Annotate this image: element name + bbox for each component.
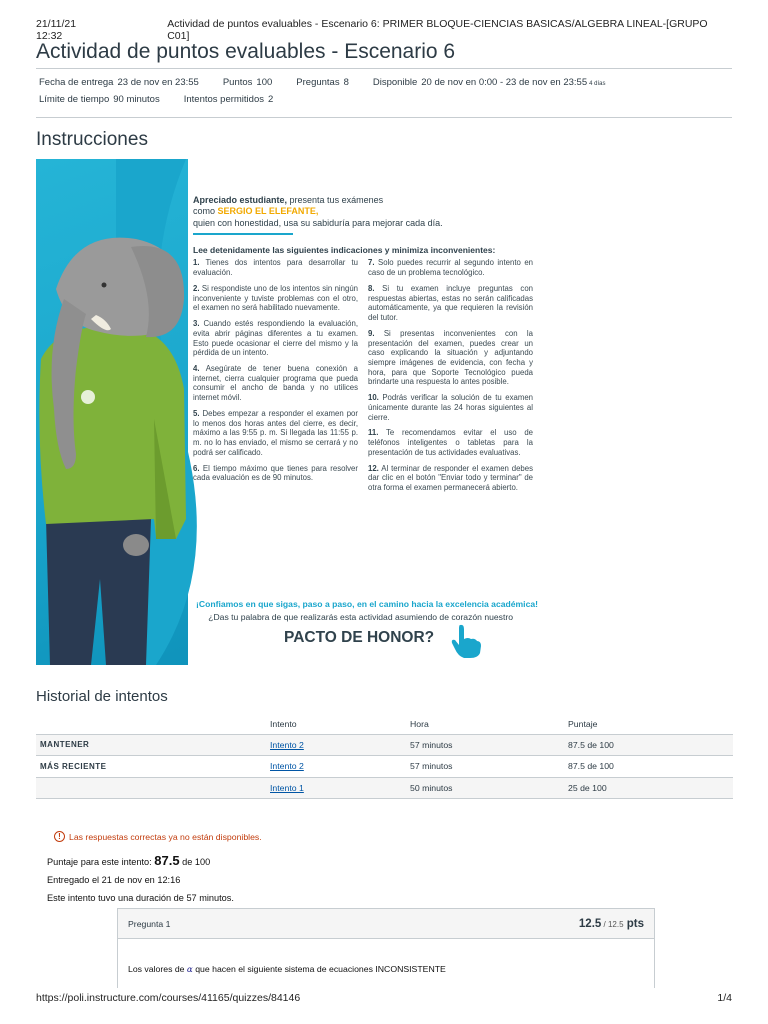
time-limit: Límite de tiempo 90 minutos [39,94,160,105]
attempt-label: MANTENER [36,734,266,756]
column-header: Puntaje [564,714,733,734]
poster-subheading: Lee detenidamente las siguientes indicaciones y minimiza inconvenientes: [193,244,496,255]
attempt-score: 87.5 de 100 [564,756,733,778]
attempt-time: 50 minutos [406,777,564,799]
poster-list-item: 7. Solo puedes recurrir al segundo intento en caso de un problema tecnológico. [368,258,533,278]
poster-list-item: 8. Si tu examen incluye preguntas con respuestas abiertas, estas no serán calificadas automáticamente, ya que requieren la revisión del tutor. [368,283,533,323]
poster-list-item: 2. Si respondiste uno de los intentos sin ningún inconveniente y tuviste problemas con el otro, el examen no será habilitado nuevamente. [193,283,358,313]
poster-pacto: PACTO DE HONOR? [284,629,435,646]
instructions-heading: Instrucciones [36,129,148,150]
answers-warning [54,831,262,842]
attempt-summary [47,852,234,907]
print-url: https://poli.instructure.com/courses/41165/quizzes/84146 [36,992,301,1004]
warning-icon: ! [54,831,65,842]
poster-text [193,195,533,499]
attempt-link[interactable]: Intento 2 [270,739,304,750]
points: Puntos 100 [222,77,273,88]
attempt-label: MÁS RECIENTE [36,756,266,778]
attempt-link[interactable]: Intento 2 [270,761,304,772]
questions-count: Preguntas 8 [296,77,349,88]
table-row [36,777,733,799]
poster-list-item: 9. Si presentas inconvenientes con la presentación del examen, puedes crear un caso explicando la situación y adjuntando siempre imágenes de evidencia, con fecha y hora, para que Soporte Tecnológico pueda brindarte una respuesta lo antes posible. [368,328,533,387]
table-row [36,756,733,778]
poster-motto: ¡Confiamos en que sigas, paso a paso, en el camino hacia la excelencia académica! [196,599,538,609]
question-header [118,909,654,939]
column-header: Intento [266,714,406,734]
poster-divider [193,233,293,235]
poster-list-item: 10. Podrás verificar la solución de tu examen únicamente durante las 24 horas siguientes al cierre. [368,393,533,422]
print-header [36,18,732,42]
poster-list-item: 3. Cuando estés respondiendo la evaluación, evita abrir páginas diferentes a tu examen. Esto puede ocasionar el cierre del mismo y la pérdida de un intento. [193,319,358,358]
history-heading: Historial de intentos [36,688,168,705]
table-header-row [36,714,733,734]
attempt-score-line: Puntaje para este intento: 87.5 de 100 [47,853,211,868]
instructions-poster [36,159,542,665]
column-header: Hora [406,714,564,734]
attempts-table [36,714,733,799]
warning-text: Las respuestas correctas ya no están disponibles. [69,831,262,842]
print-page-number: 1/4 [717,992,732,1004]
duration-line: Este intento tuvo una duración de 57 minutos. [47,893,234,903]
poster-list-item: 1. Tienes dos intentos para desarrollar tu evaluación. [193,258,358,278]
question-card [117,908,655,988]
submitted-line: Entregado el 21 de nov en 12:16 [47,875,181,885]
attempt-link[interactable]: Intento 1 [270,782,304,793]
question-text: Los valores de α que hacen el siguiente sistema de ecuaciones INCONSISTENTE [128,964,446,975]
question-points: 12.5 / 12.5 pts [578,917,644,930]
attempt-score: 87.5 de 100 [564,734,733,756]
poster-list-item: 5. Debes empezar a responder el examen por lo menos dos horas antes del cierre, es decir, máximo a las 9:55 p. m. Si llegada las 11:55 p. m. no lo has enviado, el mismo se cerrará y no podrá ser calificado. [193,408,358,457]
poster-greeting: Apreciado estudiante, presenta tus exámenes como SERGIO EL ELEFANTE, quien con honestidad, usa su sabiduría para mejorar cada día. [193,195,443,228]
attempt-time: 57 minutos [406,734,564,756]
print-doc-title: Actividad de puntos evaluables - Escenario 6: PRIMER BLOQUE-CIENCIAS BASICAS/ALGEBRA LINEAL-[GRUPO C01] [167,18,708,42]
availability: Disponible 20 de nov en 0:00 - 23 de nov en 23:55 4 días [372,77,606,88]
poster-list-item: 6. El tiempo máximo que tienes para resolver cada evaluación es de 90 minutos. [193,463,358,483]
poster-list-item: 4. Asegúrate de tener buena conexión a internet, cierra cualquier programa que pueda consumir el ancho de banda y no utilices internet móvil. [193,363,358,403]
question-title: Pregunta 1 [128,918,171,929]
print-footer [36,992,732,1004]
poster-list-right [368,258,533,498]
table-row [36,734,733,756]
attempt-label [36,777,266,799]
poster-list-left [193,258,358,498]
alpha-symbol: α [186,965,193,975]
elephant-illustration [36,219,196,665]
attempt-time: 57 minutos [406,756,564,778]
attempt-score-value: 87.5 [154,853,180,868]
due-date: Fecha de entrega 23 de nov en 23:55 [39,77,199,88]
poster-list-item: 11. Te recomendamos evitar el uso de teléfonos inteligentes o tabletas para la presentación de tus actividades evaluativas. [368,428,533,457]
print-datetime: 21/11/21 12:32 [36,18,77,42]
column-header [36,714,266,734]
attempts-allowed: Intentos permitidos 2 [183,94,274,105]
poster-list-item: 12. Al terminar de responder el examen debes dar clic en el botón "Enviar todo y terminar" de otra forma el examen permanecerá abierto. [368,463,533,493]
poster-question: ¿Das tu palabra de que realizarás esta actividad asumiendo de corazón nuestro [208,612,513,622]
quiz-details [36,68,732,118]
pointing-hand-icon [450,623,482,659]
attempt-score: 25 de 100 [564,777,733,799]
page-title: Actividad de puntos evaluables - Escenario 6 [36,40,456,63]
